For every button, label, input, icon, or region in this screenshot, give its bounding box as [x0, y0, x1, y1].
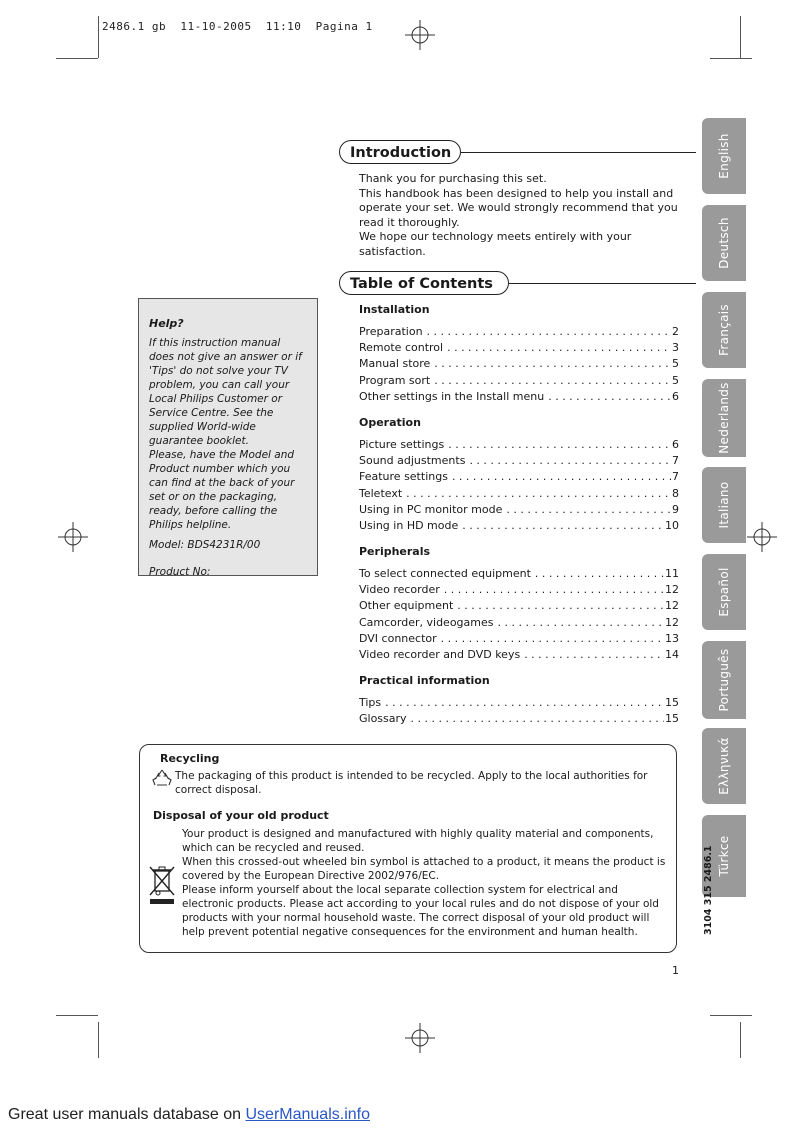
help-text: If this instruction manual does not give an answer or if 'Tips' do not solve your TV problem, you can call your Local Philips Customer or Service Centre. See the supplied World-wide guarantee booklet. [149, 337, 302, 447]
crop-mark [740, 16, 741, 58]
toc-entry[interactable] [359, 566, 679, 582]
registration-mark-icon [747, 522, 777, 552]
disposal-title: Disposal of your old product [153, 809, 329, 822]
toc-entry-label: Other settings in the Install menu [359, 389, 545, 403]
toc-entry-page: 15 [665, 712, 679, 726]
toc-entry-label: DVI connector [359, 631, 437, 645]
toc-entry-label: Manual store [359, 357, 431, 371]
language-tab-label: Deutsch [717, 217, 731, 269]
toc-entry[interactable] [359, 389, 679, 405]
disposal-paragraph: When this crossed-out wheeled bin symbol is attached to a product, it means the product is covered by the European Directive 2002/976/EC. [182, 856, 666, 882]
toc-entry-page: 3 [672, 341, 679, 355]
footer-link[interactable]: UserManuals.info [245, 1106, 370, 1123]
toc-entry-label: Remote control [359, 341, 444, 355]
toc-entry-label: Using in PC monitor mode [359, 502, 503, 516]
crop-mark [98, 16, 99, 58]
toc-entry-label: Preparation [359, 325, 423, 338]
toc-entry-page: 12 [665, 599, 679, 613]
toc-entry-label: To select connected equipment [359, 567, 531, 581]
toc-entry[interactable] [359, 437, 679, 453]
toc-entry-label: Other equipment [359, 599, 454, 613]
toc-entry[interactable] [359, 615, 679, 631]
toc-entry-page: 14 [665, 648, 679, 661]
toc-section-title: Operation [359, 415, 421, 429]
introduction-heading: Introduction [339, 140, 461, 164]
toc-entry[interactable] [359, 340, 679, 356]
footer [8, 1106, 370, 1124]
toc-entry-page: 11 [665, 567, 679, 581]
language-tab-francais[interactable] [702, 292, 746, 368]
language-tab-nederlands[interactable] [702, 379, 746, 457]
language-tab-label: Português [717, 648, 731, 712]
heading-rule [509, 283, 696, 284]
language-tab-label: Español [717, 567, 731, 617]
toc-entry-label: Teletext [359, 486, 403, 500]
crossed-out-bin-icon [148, 865, 176, 907]
toc-section-title: Peripherals [359, 545, 431, 559]
toc-entry[interactable] [359, 582, 679, 598]
heading-rule [461, 152, 696, 153]
language-tab-label: English [717, 133, 731, 179]
disposal-paragraph: Your product is designed and manufactured with highly quality material and components, which can be recycled and reused. [182, 828, 654, 854]
language-tab-label: Italiano [717, 481, 731, 529]
toc-entry[interactable] [359, 324, 679, 340]
crop-mark [56, 58, 98, 59]
toc-entry[interactable] [359, 695, 679, 711]
language-tab-greek[interactable] [702, 728, 746, 804]
toc-entry-label: Feature settings [359, 470, 448, 484]
crop-mark [740, 1022, 741, 1058]
language-tab-label: Nederlands [717, 382, 731, 454]
intro-paragraph: Thank you for purchasing this set. [359, 172, 547, 185]
toc-entry-label: Video recorder and DVD keys [359, 648, 521, 661]
model-number: Model: BDS4231R/00 [149, 539, 261, 551]
toc-entry-page: 5 [672, 373, 679, 387]
crop-mark [56, 1015, 98, 1016]
toc-entry-page: 12 [665, 615, 679, 629]
crop-mark [98, 1022, 99, 1058]
toc-heading: Table of Contents [339, 271, 509, 295]
help-text: Please, have the Model and Product number which you can find at the back of your set or on the packaging, ready, before calling the Philips helpline. [149, 449, 295, 531]
toc-entry-label: Sound adjustments [359, 454, 466, 468]
toc-entry-page: 2 [672, 325, 679, 338]
footer-text: Great user manuals database on [8, 1106, 246, 1123]
toc-entry-label: Program sort [359, 373, 431, 387]
toc-entry-page: 9 [672, 502, 679, 516]
toc-entry-page: 6 [672, 389, 679, 403]
recycle-icon [152, 769, 172, 787]
toc-entry-page: 10 [665, 518, 679, 532]
recycling-box [139, 744, 677, 953]
toc-entry-page: 5 [672, 357, 679, 371]
language-tab-label: Türkce [717, 835, 731, 877]
toc-entry[interactable] [359, 518, 679, 534]
registration-mark-icon [405, 1023, 435, 1053]
toc-entry-label: Using in HD mode [359, 518, 459, 532]
toc-entry-page: 8 [672, 486, 679, 500]
intro-paragraph: This handbook has been designed to help you install and operate your set. We would strongly recommend that you read it thoroughly. [359, 186, 678, 229]
intro-paragraph: We hope our technology meets entirely with your satisfaction. [359, 230, 632, 258]
print-slug: 2486.1 gb 11-10-2005 11:10 Pagina 1 [102, 20, 373, 33]
toc-entry-page: 7 [672, 454, 679, 468]
toc-entry-label: Video recorder [359, 583, 440, 597]
toc-entry[interactable] [359, 647, 679, 663]
help-box [138, 298, 318, 576]
toc-entry[interactable] [359, 711, 679, 727]
toc-section-title: Practical information [359, 674, 490, 688]
crop-mark [710, 58, 752, 59]
toc-entry[interactable] [359, 502, 679, 518]
help-title: Help? [149, 317, 184, 330]
product-number: Product No: [149, 566, 211, 578]
disposal-paragraph: Please inform yourself about the local separate collection system for electrical and electronic products. Please act according to your local rules and do not dispose of your old products with your normal household waste. The correct disposal of your old product will help prevent potential negative consequences for the environment and human health. [182, 884, 659, 938]
registration-mark-icon [58, 522, 88, 552]
toc-entry-page: 15 [665, 696, 679, 710]
toc-entry[interactable] [359, 631, 679, 647]
recycling-text: The packaging of this product is intended to be recycled. Apply to the local authorities for correct disposal. [175, 770, 648, 796]
toc-entry[interactable] [359, 356, 679, 372]
language-tab-deutsch[interactable] [702, 205, 746, 281]
toc-section-title: Installation [359, 303, 430, 316]
language-tab-espanol[interactable] [702, 554, 746, 630]
language-tab-portugues[interactable] [702, 641, 746, 719]
toc-entry-page: 12 [665, 583, 679, 597]
language-tab-italiano[interactable] [702, 467, 746, 543]
disposal-text [182, 827, 667, 939]
language-tab-label: Ελληνικά [717, 737, 731, 795]
toc-entry-label: Picture settings [359, 437, 445, 451]
toc-entry[interactable] [359, 486, 679, 502]
registration-mark-icon [405, 20, 435, 50]
toc-entry[interactable] [359, 453, 679, 469]
page-number: 1 [672, 964, 679, 977]
toc-entry-label: Camcorder, videogames [359, 615, 494, 629]
table-of-contents [359, 302, 679, 728]
toc-entry-page: 7 [672, 470, 679, 484]
document-code: 3104 315 2486.1 [703, 845, 714, 935]
toc-entry-label: Tips [359, 696, 382, 710]
toc-entry[interactable] [359, 469, 679, 485]
toc-entry-page: 6 [672, 437, 679, 451]
toc-entry[interactable] [359, 598, 679, 614]
language-tab-label: Français [717, 304, 731, 356]
toc-entry-label: Glossary [359, 712, 407, 726]
language-tab-english[interactable] [702, 118, 746, 194]
toc-entry[interactable] [359, 373, 679, 389]
toc-entry-page: 13 [665, 631, 679, 645]
introduction-text [359, 172, 699, 259]
crop-mark [710, 1015, 752, 1016]
recycling-title: Recycling [160, 752, 220, 765]
